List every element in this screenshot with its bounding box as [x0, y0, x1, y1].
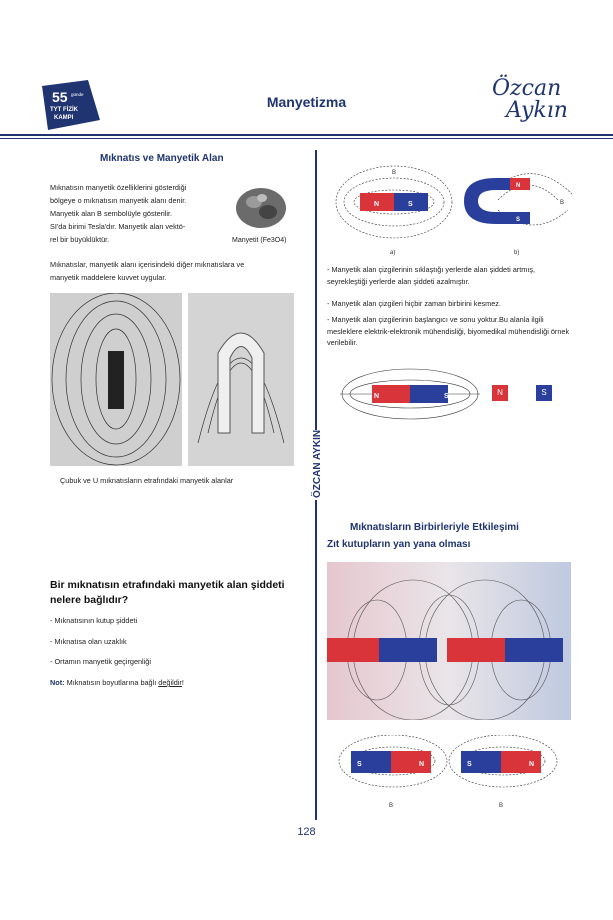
logo-line3: TYT FİZİK [50, 107, 78, 113]
header-rule-thin [0, 138, 613, 139]
author-signature [492, 78, 568, 122]
magnetite-label: Manyetit (Fe3O4) [232, 237, 287, 244]
question-heading: Bir mıknatısın etrafındaki manyetik alan şiddeti nelere bağlıdır? [50, 579, 285, 606]
column-divider-bottom [315, 500, 317, 820]
field-label: B [392, 170, 397, 176]
field-line-diagram [340, 362, 480, 426]
vertical-author-name [303, 430, 329, 500]
pole-label: N [529, 761, 535, 768]
signature-line-2: Aykın [506, 98, 568, 123]
magnetite-image [232, 186, 290, 232]
intro-paragraph-2 [50, 258, 300, 284]
logo-small: günde [71, 92, 84, 97]
note-text: Mıknatısın boyutlarına bağlı [66, 678, 157, 687]
pole-N-swatch: N [492, 385, 508, 401]
note-label: Not: [50, 678, 65, 687]
pole-label: S [516, 217, 521, 223]
intro-line: Manyetik alan B sembolüyle gösterilir. [50, 209, 173, 218]
page-number: 128 [297, 826, 316, 838]
field-label: B [389, 803, 394, 809]
intro-paragraph [50, 181, 225, 246]
svg-text:ÖZCAN AYKIN: ÖZCAN AYKIN [312, 430, 323, 498]
u-magnet-field-photo [188, 293, 294, 466]
field-label: B [560, 200, 565, 206]
bullet-item: - Manyetik alan çizgilerinin sıklaştığı yerlerde alan şiddeti artmış, seyrekleştiği yerlerde alan şiddeti azalmıştır. [327, 265, 536, 286]
pole-label: S [444, 393, 449, 400]
intro-line: rel bir büyüklüktür. [50, 235, 110, 244]
fig-label: a) [390, 250, 396, 256]
signature-line-1: Özcan [492, 76, 562, 101]
note-underlined: değildir [158, 678, 182, 687]
pole-label: S [467, 761, 472, 768]
section-title: Mıknatıs ve Manyetik Alan [100, 153, 224, 164]
intro-line: bölgeye o mıknatısın manyetik alanı denir. [50, 196, 187, 205]
note [50, 678, 184, 687]
opposite-poles-photo [327, 562, 571, 720]
intro-line: SI'da birimi Tesla'dır. Manyetik alan vektö- [50, 222, 186, 231]
photo-caption: Çubuk ve U mıknatısların etrafındaki manyetik alanlar [60, 476, 234, 485]
pole-label: S [408, 201, 413, 208]
pole-label: N [516, 183, 521, 189]
bar-magnet-field-photo [50, 293, 182, 466]
bullet-item: - Manyetik alan çizgilerinin başlangıcı ve sonu yoktur.Bu alanla ilgili mesleklere elektrik-elektronik mühendisliği, biyomedikal mühendisliği örnek verilebilir. [327, 315, 570, 347]
list-item: - Mıknatısının kutup şiddeti [50, 616, 138, 625]
column-divider-top [315, 150, 317, 430]
section-subtitle-2: Zıt kutupların yan yana olması [327, 539, 471, 550]
list-item: - Ortamın manyetik geçirgenliği [50, 657, 151, 666]
list-item: - Mıknatısa olan uzaklık [50, 637, 127, 646]
bullet-item: - Manyetik alan çizgileri hiçbir zaman birbirini kesmez. [327, 299, 501, 308]
pole-label: S [357, 761, 362, 768]
pole-label: N [374, 201, 380, 208]
section-title-2: Mıknatısların Birbirleriyle Etkileşimi [350, 522, 519, 533]
opposite-poles-diagram [327, 735, 571, 815]
logo-line4: KAMPI [54, 115, 74, 121]
u-magnet-field-diagram [458, 160, 578, 260]
page-title: Manyetizma [266, 94, 347, 110]
logo-number: 55 [52, 89, 68, 105]
pole-S-swatch: S [536, 385, 552, 401]
pole-label: N [374, 393, 380, 400]
bar-magnet-field-diagram [330, 160, 458, 260]
intro-line: manyetik maddelere kuvvet uygular. [50, 273, 167, 282]
pole-label: N [419, 761, 425, 768]
field-label: B [499, 803, 504, 809]
header-rule [0, 134, 613, 136]
intro-line: Mıknatıslar, manyetik alanı içerisindeki diğer mıknatıslara ve [50, 260, 245, 269]
fig-label: b) [514, 250, 520, 256]
intro-line: Mıknatısın manyetik özelliklerini gösterdiği [50, 183, 187, 192]
note-end: ! [181, 678, 184, 687]
